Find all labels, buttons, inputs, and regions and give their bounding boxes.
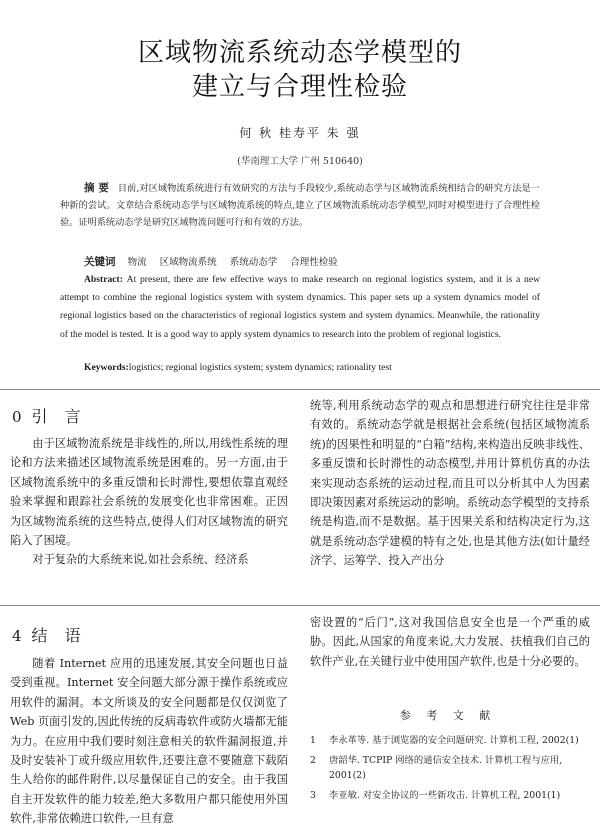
section-4-right-column — [310, 613, 590, 671]
body-paragraph: 对于复杂的大系统来说,如社会系统、经济系 — [32, 553, 249, 567]
reference-item — [310, 753, 590, 784]
abstract-cn — [60, 180, 540, 231]
section-4-left-column — [10, 654, 288, 829]
keyword-cn-item: 物流 — [127, 257, 147, 268]
section-4-heading — [12, 626, 87, 646]
abstract-en-label: Abstract: — [84, 274, 123, 285]
reference-text: 唐韶华. TCPIP 网络的通信安全技术. 计算机工程与应用, 2001(2) — [329, 754, 563, 781]
reference-item — [310, 733, 590, 749]
body-paragraph: 密设置的“后门”,这对我国信息安全也是一个严重的威胁。因此,从国家的角度来说,大力发展、扶植我们自己的软件产业,在关键行业中使用国产软件,也是十分必要的。 — [310, 616, 590, 668]
reference-text: 李永革等. 基于浏览器的安全问题研究. 计算机工程, 2002(1) — [329, 735, 579, 746]
keyword-cn-item: 区域物流系统 — [159, 257, 217, 268]
paper-title-line-1: 区域物流系统动态学模型的 — [137, 38, 462, 68]
abstract-en — [60, 271, 540, 344]
reference-text: 李亚敏. 对安全协议的一些新攻击. 计算机工程, 2001(1) — [329, 789, 561, 801]
reference-number: 2 — [310, 754, 316, 766]
keywords-en-label: Keywords: — [84, 362, 129, 373]
keywords-cn-label: 关键词 — [84, 256, 116, 268]
affiliation: (华南理工大学 广州 510640) — [237, 156, 363, 167]
keywords-en — [84, 361, 554, 375]
references-list — [310, 733, 590, 807]
references-heading: 参 考 文 献 — [399, 709, 497, 722]
reference-item — [310, 788, 590, 804]
keywords-cn — [84, 255, 554, 270]
reference-number: 1 — [310, 735, 316, 746]
section-0-title: 引 言 — [31, 407, 87, 426]
body-paragraph: 由于区域物流系统是非线性的,所以,用线性系统的理论和方法来描述区域物流系统是困难的。另一方面,由于区域物流系统中的多重反馈和长时滞性,要想依靠直观经验来掌握和跟踪社会系统的发展变化也非常困难。正因为区域物流系统的这些特点,使得人们对区域物流的研究陷入了困境。 — [10, 437, 288, 548]
paper-title-line-2: 建立与合理性检验 — [191, 72, 408, 102]
keyword-cn-item: 系统动态学 — [229, 257, 278, 268]
section-4-number: 4 — [12, 627, 22, 645]
section-0-right-column — [310, 396, 590, 571]
section-0-number: 0 — [12, 408, 22, 426]
section-0-left-column — [10, 434, 288, 570]
section-divider-top — [0, 389, 600, 390]
section-divider-middle — [0, 605, 600, 606]
section-4-title: 结 语 — [31, 626, 87, 645]
body-paragraph: 统等,利用系统动态学的观点和思想进行研究往往是非常有效的。系统动态学就是根据社会系统(包括区域物流系统)的因果性和明显的“白箱”结构,来构造出反映非线性、多重反馈和长时滞性的动态模型,并用计算机仿真的办法来实现动态系统的运动过程,而且可以分析其中人为因素即决策因素对系统运动的影响。系统动态学模型的支持系统是构造,而不是数据。基于因果关系和结构决定行为,这就是系统动态学建模的特有之处,也是其他方法(如计量经济学、运筹学、投入产出分 — [310, 399, 590, 568]
abstract-cn-label: 摘 要 — [84, 182, 109, 194]
abstract-cn-text: 目前,对区域物流系统进行有效研究的方法与手段较少,系统动态学与区域物流系统相结合的研究方法是一种新的尝试。文章结合系统动态学与区域物流系统的特点,建立了区域物流系统动态学模型,同时对模型进行了合理性检验。证明系统动态学是研究区域物流问题可行和有效的方法。 — [60, 183, 540, 228]
section-0-heading — [12, 407, 87, 427]
body-paragraph: 随着 Internet 应用的迅速发展,其安全问题也日益受到重视。Internet 安全问题大部分源于操作系统或应用软件的漏洞。本文所谈及的安全问题都是仅仅浏览了 Web 页面引发的,因此传统的反病毒软件或防火墙都无能为力。在应用中我们要时刻注意相关的软件漏洞报道,并及时安装补丁或升级应用软件,还要注意不要随意下载陌生人给你的邮件附件,以尽量保证自己的安全。由于我国自主开发软件的能力较差,绝大多数用户都只能使用外国软件,非常依赖进口软件,一旦有意 — [10, 657, 288, 826]
keyword-cn-item: 合理性检验 — [290, 257, 338, 268]
authors: 何 秋 桂寿平 朱 强 — [239, 126, 361, 140]
reference-number: 3 — [310, 789, 316, 801]
abstract-en-text: At present, there are few effective ways to make research on regional logistics system, and it is a new attempt to combine the regional logistics system with system dynamics. This paper sets up a system dynamics model of regional logistics based on the characteristics of regional logistics system and system dynamics. Meanwhile, the rationality of the model is tested. It is a good way to apply system dynamics to research into the problem of regional logistics. — [60, 274, 541, 340]
keywords-en-text: logistics; regional logistics system; system dynamics; rationality test — [128, 362, 392, 373]
